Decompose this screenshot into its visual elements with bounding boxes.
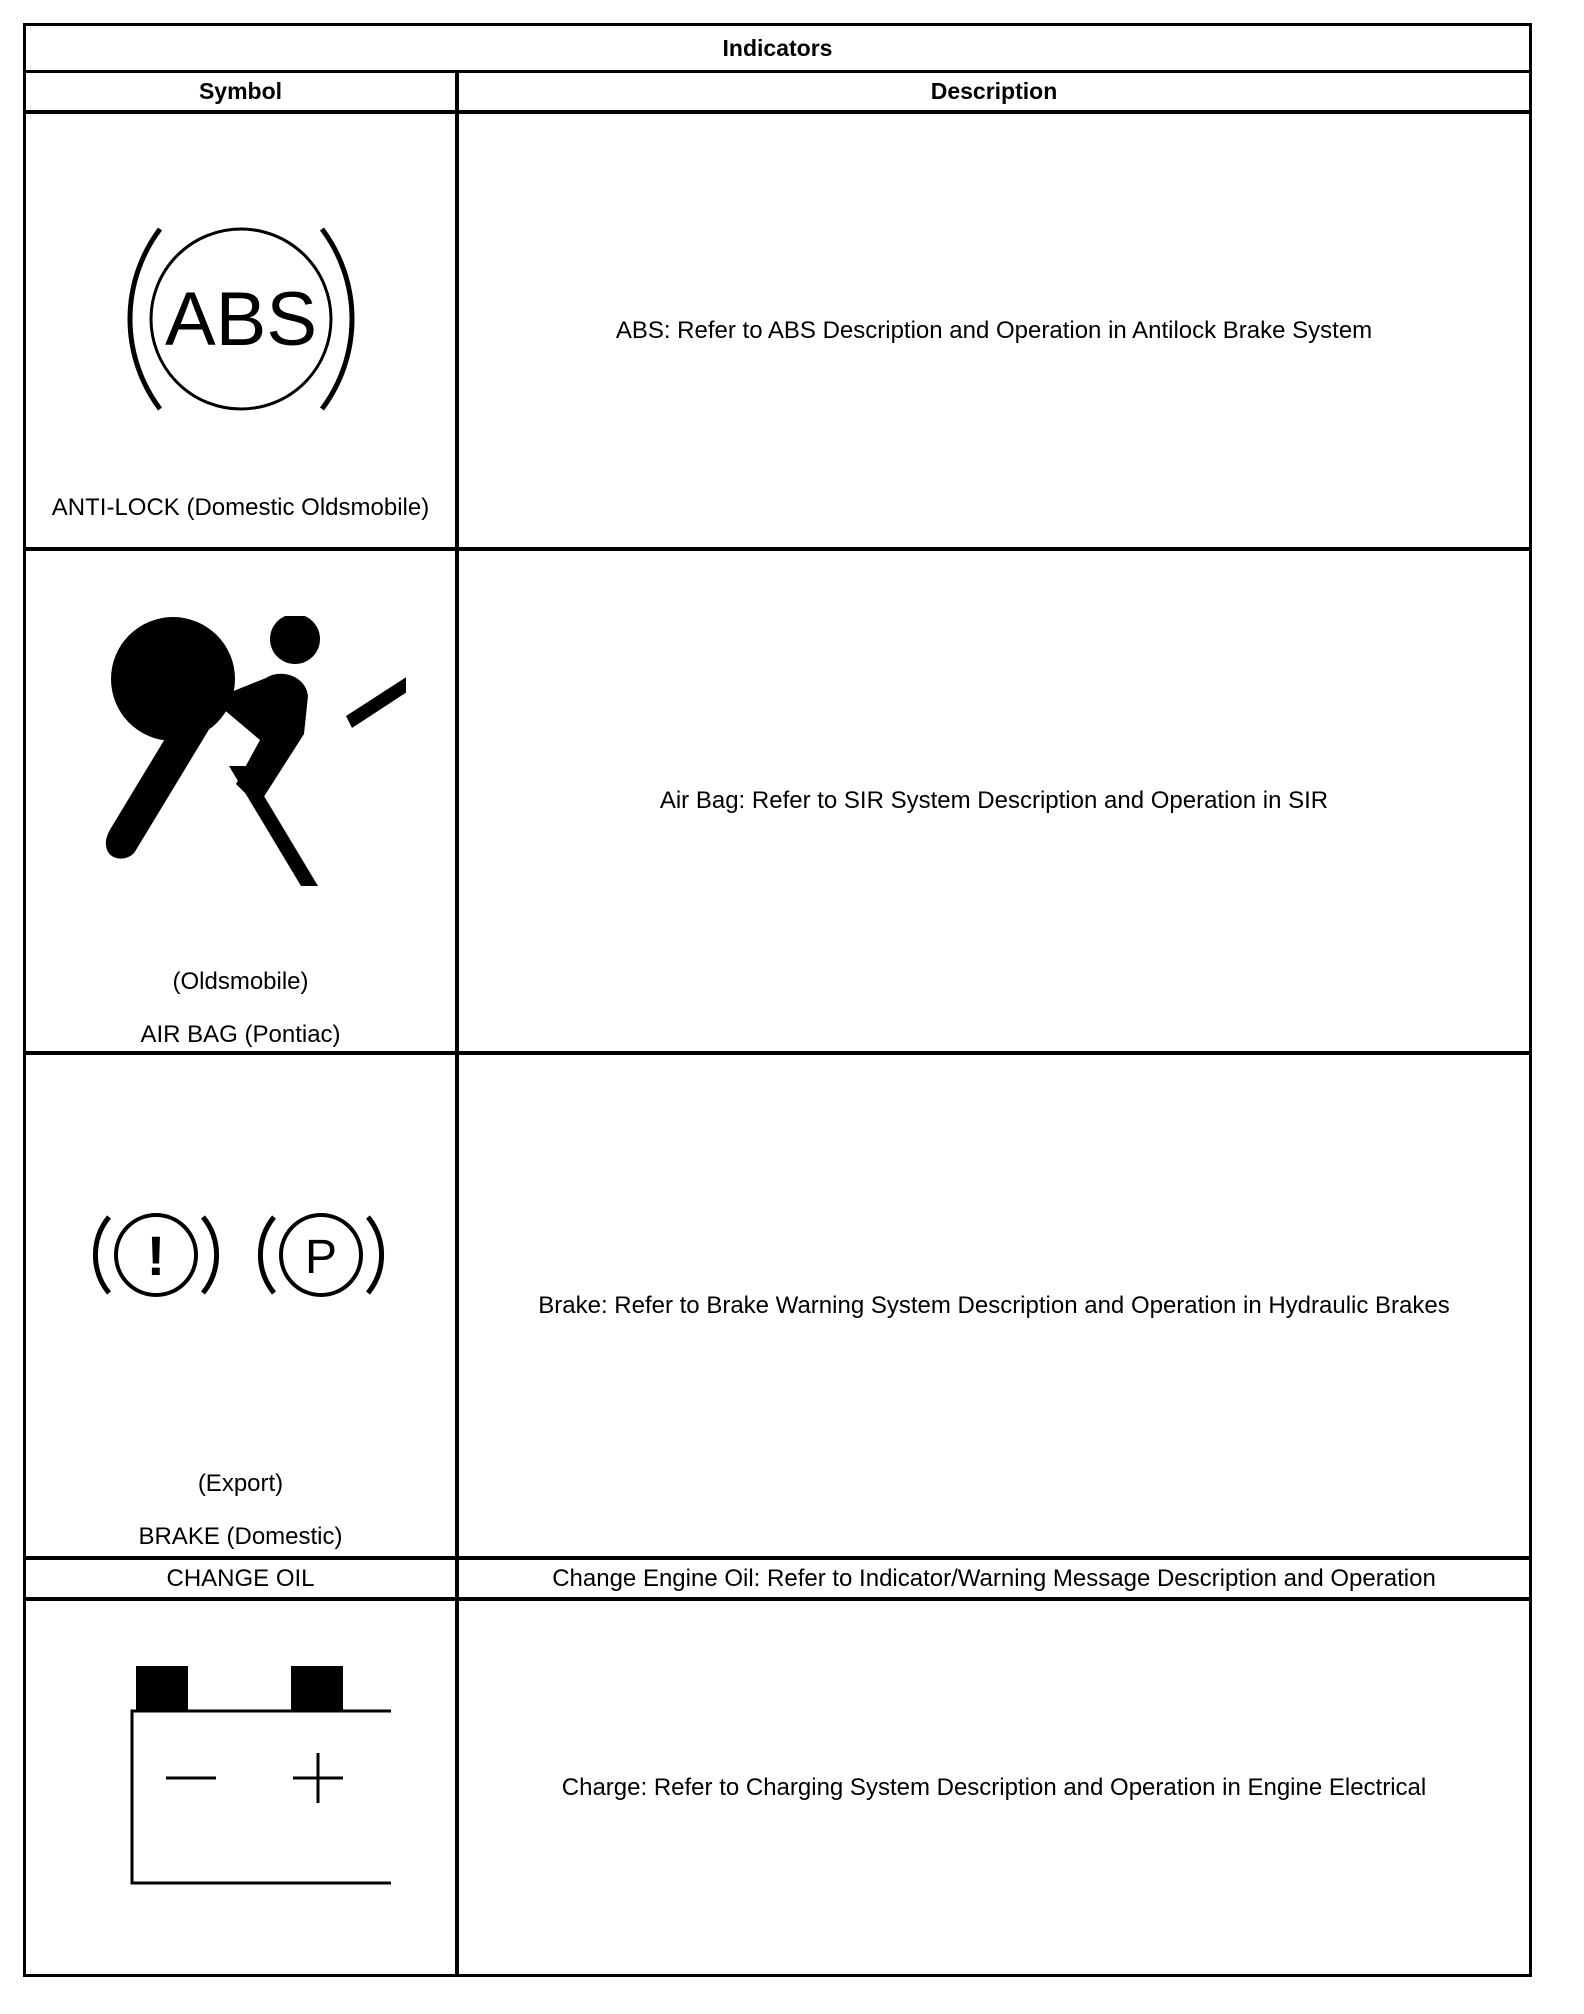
table-row bbox=[26, 1560, 1529, 1601]
symbol-caption: (Export) bbox=[197, 1470, 284, 1497]
table-row bbox=[26, 1055, 1529, 1560]
abs-icon-text: ABS bbox=[164, 277, 318, 362]
header-row bbox=[26, 73, 1529, 114]
symbol-caption: (Oldsmobile) bbox=[172, 968, 309, 995]
parking-icon-text: P bbox=[304, 1231, 338, 1284]
symbol-cell bbox=[26, 1601, 459, 1974]
symbol-caption: AIR BAG (Pontiac) bbox=[140, 1021, 341, 1048]
description-cell: Air Bag: Refer to SIR System Description and Operation in SIR bbox=[659, 787, 1329, 814]
symbol-caption: ANTI-LOCK (Domestic Oldsmobile) bbox=[51, 494, 430, 521]
column-header-description: Description bbox=[930, 78, 1058, 104]
description-cell: Brake: Refer to Brake Warning System Description and Operation in Hydraulic Brakes bbox=[538, 1291, 1450, 1319]
battery-icon bbox=[101, 1666, 391, 1906]
description-cell: ABS: Refer to ABS Description and Operation in Antilock Brake System bbox=[615, 316, 1373, 344]
symbol-cell bbox=[26, 114, 459, 547]
column-header-symbol: Symbol bbox=[26, 73, 459, 110]
airbag-icon bbox=[86, 616, 406, 886]
symbol-cell bbox=[26, 551, 459, 1051]
description-cell: Charge: Refer to Charging System Description and Operation in Engine Electrical bbox=[561, 1773, 1427, 1801]
symbol-caption: BRAKE (Domestic) bbox=[138, 1523, 343, 1550]
indicators-table bbox=[23, 23, 1532, 1977]
table-row bbox=[26, 1601, 1529, 1974]
symbol-caption: CHANGE OIL bbox=[26, 1560, 459, 1597]
brake-icon bbox=[91, 1195, 391, 1315]
exclamation-icon-text: ! bbox=[146, 1224, 166, 1287]
table-title: Indicators bbox=[26, 26, 1529, 73]
abs-icon bbox=[116, 224, 366, 414]
symbol-cell bbox=[26, 1055, 459, 1556]
description-cell: Change Engine Oil: Refer to Indicator/Warning Message Description and Operation bbox=[552, 1564, 1436, 1592]
table-row bbox=[26, 551, 1529, 1055]
table-row bbox=[26, 114, 1529, 551]
